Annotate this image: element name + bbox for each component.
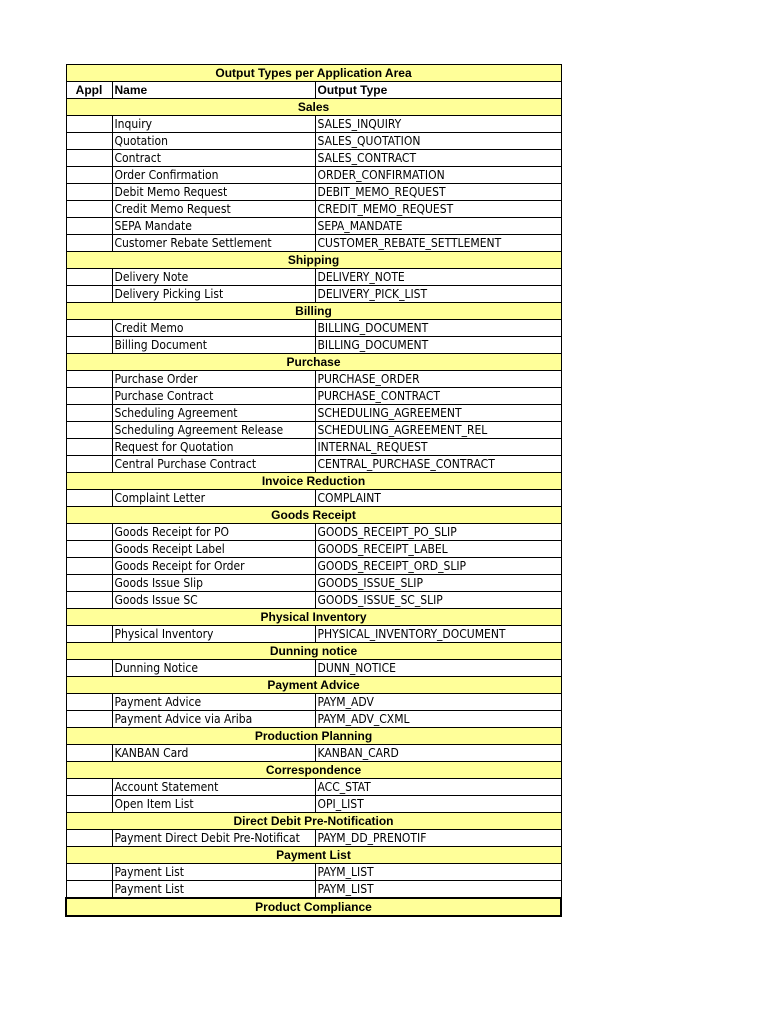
header-name: Name — [112, 82, 315, 99]
table-row — [66, 779, 561, 796]
section-label: Shipping — [66, 252, 561, 269]
name-cell: Credit Memo — [112, 320, 315, 337]
output-type-cell: PAYM_DD_PRENOTIF — [315, 830, 561, 847]
output-type-cell: GOODS_RECEIPT_ORD_SLIP — [315, 558, 561, 575]
appl-cell — [66, 779, 112, 796]
name-cell: Payment Direct Debit Pre-Notificat — [112, 830, 315, 847]
appl-cell — [66, 541, 112, 558]
table-row — [66, 456, 561, 473]
appl-cell — [66, 269, 112, 286]
output-type-cell: PAYM_LIST — [315, 881, 561, 899]
section-row — [66, 728, 561, 745]
appl-cell — [66, 235, 112, 252]
table-row — [66, 660, 561, 677]
name-cell: Central Purchase Contract — [112, 456, 315, 473]
table-row — [66, 796, 561, 813]
output-type-cell: PURCHASE_ORDER — [315, 371, 561, 388]
section-row — [66, 99, 561, 116]
appl-cell — [66, 422, 112, 439]
name-cell: SEPA Mandate — [112, 218, 315, 235]
table-row — [66, 116, 561, 133]
name-cell: Payment List — [112, 881, 315, 899]
section-row — [66, 898, 561, 916]
section-label: Payment List — [66, 847, 561, 864]
output-type-cell: DELIVERY_PICK_LIST — [315, 286, 561, 303]
appl-cell — [66, 592, 112, 609]
section-row — [66, 354, 561, 371]
appl-cell — [66, 864, 112, 881]
appl-cell — [66, 745, 112, 762]
output-type-cell: GOODS_RECEIPT_PO_SLIP — [315, 524, 561, 541]
appl-cell — [66, 524, 112, 541]
section-label: Payment Advice — [66, 677, 561, 694]
table-row — [66, 745, 561, 762]
appl-cell — [66, 796, 112, 813]
name-cell: Goods Issue Slip — [112, 575, 315, 592]
table-row — [66, 830, 561, 847]
section-label: Physical Inventory — [66, 609, 561, 626]
name-cell: Scheduling Agreement — [112, 405, 315, 422]
table-row — [66, 439, 561, 456]
output-type-cell: GOODS_ISSUE_SLIP — [315, 575, 561, 592]
table-row — [66, 405, 561, 422]
name-cell: Goods Receipt for Order — [112, 558, 315, 575]
table-row — [66, 881, 561, 899]
output-type-cell: COMPLAINT — [315, 490, 561, 507]
name-cell: Complaint Letter — [112, 490, 315, 507]
table-row — [66, 286, 561, 303]
output-type-cell: SEPA_MANDATE — [315, 218, 561, 235]
output-type-cell: KANBAN_CARD — [315, 745, 561, 762]
appl-cell — [66, 711, 112, 728]
appl-cell — [66, 456, 112, 473]
table-row — [66, 575, 561, 592]
name-cell: Delivery Picking List — [112, 286, 315, 303]
section-row — [66, 303, 561, 320]
name-cell: Dunning Notice — [112, 660, 315, 677]
title-row — [66, 65, 561, 82]
section-row — [66, 813, 561, 830]
appl-cell — [66, 201, 112, 218]
appl-cell — [66, 184, 112, 201]
name-cell: Goods Receipt Label — [112, 541, 315, 558]
table-row — [66, 218, 561, 235]
name-cell: Billing Document — [112, 337, 315, 354]
section-row — [66, 473, 561, 490]
appl-cell — [66, 881, 112, 899]
section-label: Production Planning — [66, 728, 561, 745]
name-cell: Goods Issue SC — [112, 592, 315, 609]
appl-cell — [66, 660, 112, 677]
table-row — [66, 150, 561, 167]
name-cell: Debit Memo Request — [112, 184, 315, 201]
section-label: Direct Debit Pre-Notification — [66, 813, 561, 830]
appl-cell — [66, 337, 112, 354]
output-type-cell: SALES_CONTRACT — [315, 150, 561, 167]
name-cell: Delivery Note — [112, 269, 315, 286]
output-type-cell: PURCHASE_CONTRACT — [315, 388, 561, 405]
output-type-cell: PAYM_ADV_CXML — [315, 711, 561, 728]
section-label: Goods Receipt — [66, 507, 561, 524]
table-row — [66, 235, 561, 252]
table-row — [66, 524, 561, 541]
appl-cell — [66, 116, 112, 133]
appl-cell — [66, 558, 112, 575]
table-row — [66, 184, 561, 201]
table-row — [66, 422, 561, 439]
table-row — [66, 167, 561, 184]
appl-cell — [66, 286, 112, 303]
output-type-cell: GOODS_RECEIPT_LABEL — [315, 541, 561, 558]
table-row — [66, 337, 561, 354]
table-title: Output Types per Application Area — [66, 65, 561, 82]
appl-cell — [66, 388, 112, 405]
output-type-cell: ORDER_CONFIRMATION — [315, 167, 561, 184]
name-cell: Customer Rebate Settlement — [112, 235, 315, 252]
output-type-cell: SALES_INQUIRY — [315, 116, 561, 133]
name-cell: Account Statement — [112, 779, 315, 796]
output-type-cell: DUNN_NOTICE — [315, 660, 561, 677]
table-row — [66, 490, 561, 507]
appl-cell — [66, 575, 112, 592]
name-cell: KANBAN Card — [112, 745, 315, 762]
section-label: Sales — [66, 99, 561, 116]
output-type-cell: PAYM_LIST — [315, 864, 561, 881]
appl-cell — [66, 167, 112, 184]
section-row — [66, 677, 561, 694]
name-cell: Physical Inventory — [112, 626, 315, 643]
table-row — [66, 541, 561, 558]
name-cell: Goods Receipt for PO — [112, 524, 315, 541]
name-cell: Quotation — [112, 133, 315, 150]
table-row — [66, 864, 561, 881]
section-row — [66, 643, 561, 660]
output-type-cell: CREDIT_MEMO_REQUEST — [315, 201, 561, 218]
output-type-cell: DEBIT_MEMO_REQUEST — [315, 184, 561, 201]
header-output-type: Output Type — [315, 82, 561, 99]
output-type-cell: BILLING_DOCUMENT — [315, 337, 561, 354]
output-type-cell: PAYM_ADV — [315, 694, 561, 711]
section-label: Purchase — [66, 354, 561, 371]
output-type-cell: SCHEDULING_AGREEMENT — [315, 405, 561, 422]
output-type-cell: PHYSICAL_INVENTORY_DOCUMENT — [315, 626, 561, 643]
table-row — [66, 371, 561, 388]
name-cell: Payment Advice via Ariba — [112, 711, 315, 728]
appl-cell — [66, 320, 112, 337]
table-row — [66, 133, 561, 150]
output-type-cell: CENTRAL_PURCHASE_CONTRACT — [315, 456, 561, 473]
name-cell: Payment List — [112, 864, 315, 881]
output-types-table — [65, 64, 562, 917]
section-row — [66, 762, 561, 779]
section-label: Billing — [66, 303, 561, 320]
name-cell: Inquiry — [112, 116, 315, 133]
name-cell: Order Confirmation — [112, 167, 315, 184]
section-label: Product Compliance — [66, 898, 561, 916]
table-row — [66, 592, 561, 609]
name-cell: Open Item List — [112, 796, 315, 813]
name-cell: Contract — [112, 150, 315, 167]
name-cell: Purchase Order — [112, 371, 315, 388]
header-appl: Appl — [66, 82, 112, 99]
table-row — [66, 626, 561, 643]
appl-cell — [66, 694, 112, 711]
appl-cell — [66, 133, 112, 150]
appl-cell — [66, 439, 112, 456]
appl-cell — [66, 490, 112, 507]
name-cell: Scheduling Agreement Release — [112, 422, 315, 439]
output-type-cell: SCHEDULING_AGREEMENT_REL — [315, 422, 561, 439]
appl-cell — [66, 405, 112, 422]
section-label: Correspondence — [66, 762, 561, 779]
name-cell: Purchase Contract — [112, 388, 315, 405]
table-row — [66, 388, 561, 405]
section-label: Invoice Reduction — [66, 473, 561, 490]
output-type-cell: SALES_QUOTATION — [315, 133, 561, 150]
section-row — [66, 252, 561, 269]
appl-cell — [66, 371, 112, 388]
section-row — [66, 609, 561, 626]
table-row — [66, 269, 561, 286]
table-row — [66, 558, 561, 575]
appl-cell — [66, 150, 112, 167]
name-cell: Payment Advice — [112, 694, 315, 711]
appl-cell — [66, 626, 112, 643]
output-type-cell: OPI_LIST — [315, 796, 561, 813]
column-header-row — [66, 82, 561, 99]
name-cell: Credit Memo Request — [112, 201, 315, 218]
output-type-cell: GOODS_ISSUE_SC_SLIP — [315, 592, 561, 609]
appl-cell — [66, 830, 112, 847]
section-label: Dunning notice — [66, 643, 561, 660]
table-row — [66, 694, 561, 711]
output-type-cell: INTERNAL_REQUEST — [315, 439, 561, 456]
output-type-cell: ACC_STAT — [315, 779, 561, 796]
section-row — [66, 507, 561, 524]
output-type-cell: CUSTOMER_REBATE_SETTLEMENT — [315, 235, 561, 252]
name-cell: Request for Quotation — [112, 439, 315, 456]
output-type-cell: BILLING_DOCUMENT — [315, 320, 561, 337]
appl-cell — [66, 218, 112, 235]
section-row — [66, 847, 561, 864]
output-type-cell: DELIVERY_NOTE — [315, 269, 561, 286]
table-row — [66, 201, 561, 218]
table-row — [66, 320, 561, 337]
table-row — [66, 711, 561, 728]
